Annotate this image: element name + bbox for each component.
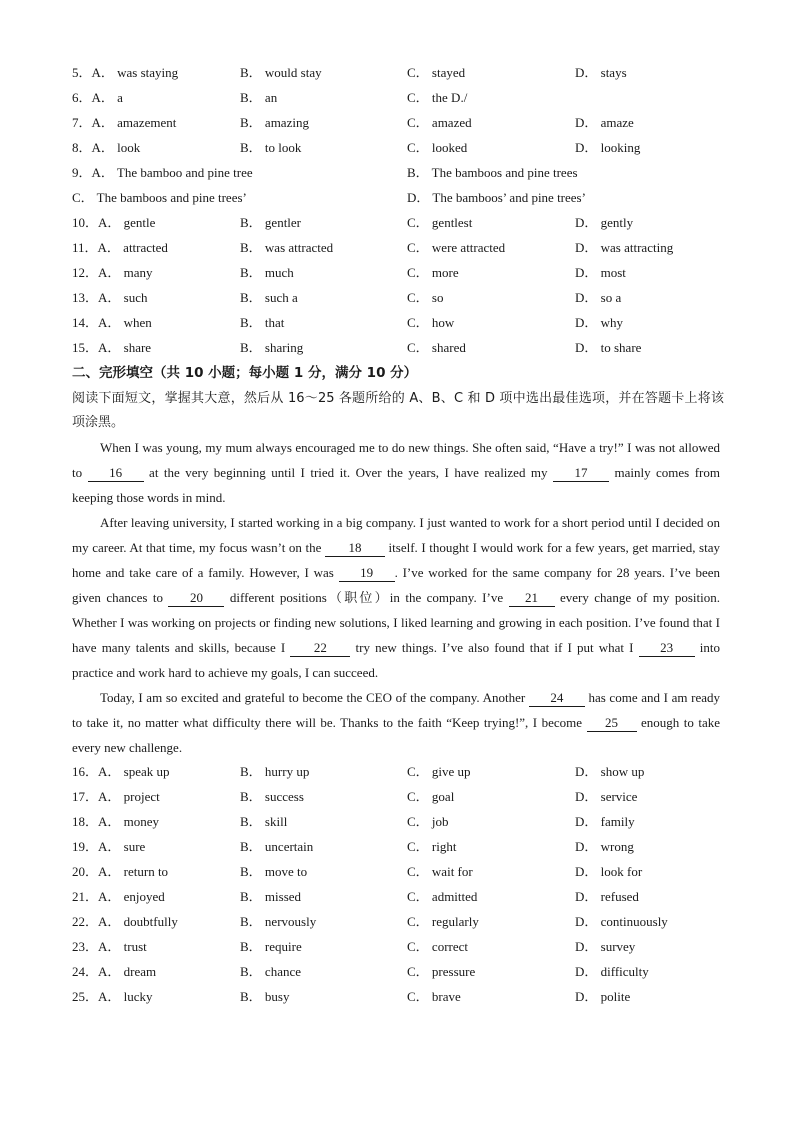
option-a: A． project: [98, 789, 160, 804]
question-row-9a: [72, 163, 732, 183]
option-a: A． share: [98, 340, 152, 355]
option-b: B． chance: [240, 964, 302, 979]
option-c: C． right: [407, 839, 457, 854]
option-d: D． looking: [575, 140, 641, 155]
cloze-passage: [72, 435, 720, 760]
option-d: D． polite: [575, 989, 631, 1004]
question-row-24: [72, 962, 732, 982]
question-row-12: [72, 263, 732, 283]
question-number: 6．: [72, 90, 92, 105]
option-d: D． to share: [575, 340, 642, 355]
question-row-21: [72, 887, 732, 907]
question-number: 14．: [72, 315, 99, 330]
question-row-17: [72, 787, 732, 807]
option-b: B． uncertain: [240, 839, 314, 854]
option-b: B． busy: [240, 989, 290, 1004]
question-row-19: [72, 837, 732, 857]
question-row-18: [72, 812, 732, 832]
question-row-23: [72, 937, 732, 957]
passage-paragraph-3: Today, I am so excited and grateful to become the CEO of the company. Another 24 has come and I am ready to take it, no matter what difficulty there will be. Thanks to the faith “Keep trying!”, I become 25 enough to take every new challenge.: [72, 690, 720, 755]
option-c: C． how: [407, 315, 455, 330]
option-c: C． wait for: [407, 864, 473, 879]
option-b: B． to look: [240, 140, 302, 155]
option-b: B． skill: [240, 814, 288, 829]
option-c: C． pressure: [407, 964, 476, 979]
option-b: B． gentler: [240, 215, 302, 230]
option-b: B． would stay: [240, 65, 322, 80]
blank-21: 21: [509, 589, 555, 607]
option-c: C． shared: [407, 340, 466, 355]
question-number: 8．: [72, 140, 92, 155]
question-row-14: [72, 313, 732, 333]
question-number: 16．: [72, 764, 99, 779]
option-a: A． such: [98, 290, 148, 305]
option-b: B． missed: [240, 889, 302, 904]
option-d: D． gently: [575, 215, 634, 230]
option-d: D． service: [575, 789, 638, 804]
option-c: C． give up: [407, 764, 471, 779]
section-instructions: 阅读下面短文，掌握其大意，然后从 16～25 各题所给的 A、B、C 和 D 项中选出最佳选项，并在答题卡上将该项涂黑。: [72, 391, 724, 430]
option-a: A． attracted: [97, 240, 168, 255]
question-row-16: [72, 762, 732, 782]
question-number: 25．: [72, 989, 99, 1004]
question-row-5: [72, 63, 732, 83]
option-c: C． gentlest: [407, 215, 473, 230]
question-number: 11．: [72, 240, 98, 255]
blank-19: 19: [339, 564, 395, 582]
option-d: D． difficulty: [575, 964, 649, 979]
option-a: A． speak up: [98, 764, 170, 779]
option-c: C． goal: [407, 789, 455, 804]
blank-25: 25: [587, 714, 637, 732]
question-number: 15．: [72, 340, 99, 355]
question-row-13: [72, 288, 732, 308]
question-row-6: [72, 88, 732, 108]
option-d: D． continuously: [575, 914, 668, 929]
option-d: D． The bamboos’ and pine trees’: [407, 190, 586, 205]
option-d: D． wrong: [575, 839, 634, 854]
option-a: A． dream: [98, 964, 157, 979]
option-c: C． job: [407, 814, 449, 829]
question-number: 5．: [72, 65, 92, 80]
option-c: C． brave: [407, 989, 461, 1004]
question-row-8: [72, 138, 732, 158]
option-b: B． that: [240, 315, 285, 330]
passage-paragraph-1: When I was young, my mum always encouraged me to do new things. She often said, “Have a try!” I was not allowed to 16 at the very beginning until I tried it. Over the years, I have realized my 17 mainly comes from keeping those words in mind.: [72, 440, 720, 505]
blank-17: 17: [553, 464, 609, 482]
option-b: B． an: [240, 90, 278, 105]
option-a: A． when: [98, 315, 152, 330]
option-a: A． The bamboo and pine tree: [91, 165, 253, 180]
option-c: C． The bamboos and pine trees’: [72, 190, 247, 205]
question-row-20: [72, 862, 732, 882]
option-d: D． why: [575, 315, 624, 330]
blank-18: 18: [325, 539, 385, 557]
option-a: A． lucky: [98, 989, 153, 1004]
option-a: A． was staying: [91, 65, 179, 80]
option-a: A． a: [91, 90, 123, 105]
option-b: B． move to: [240, 864, 308, 879]
option-b: B． success: [240, 789, 304, 804]
question-number: 24．: [72, 964, 99, 979]
option-a: A． many: [98, 265, 153, 280]
question-row-10: [72, 213, 732, 233]
option-c: C． the D./: [407, 90, 468, 105]
passage-paragraph-2: After leaving university, I started working in a big company. I just wanted to work for a short period until I decided on my career. At that time, my focus wasn’t on the 18 itself. I thought I would work for a few years, get married, stay home and take care of a family. However, I was 19 . I’ve worked for the same company for 28 years. I’ve been given chances to 20 different positions（职位）in the company. I’ve 21 every change of my position. Whether I was working on projects or finding new solutions, I liked learning and growing in each position. I’ve found that I have many talents and skills, because I 22 try new things. I’ve also found that if I put what I 23 into practice and work hard to achieve my goals, I can succeed.: [72, 515, 721, 680]
option-b: B． require: [240, 939, 302, 954]
option-c: C． more: [407, 265, 459, 280]
blank-20: 20: [168, 589, 224, 607]
blank-24: 24: [529, 689, 585, 707]
question-number: 18．: [72, 814, 99, 829]
option-a: A． return to: [98, 864, 169, 879]
option-a: A． look: [91, 140, 141, 155]
option-a: A． gentle: [98, 215, 156, 230]
option-c: C． amazed: [407, 115, 472, 130]
question-number: 21．: [72, 889, 99, 904]
option-c: C． admitted: [407, 889, 478, 904]
option-a: A． sure: [98, 839, 146, 854]
option-c: C． looked: [407, 140, 468, 155]
question-number: 10．: [72, 215, 99, 230]
question-number: 20．: [72, 864, 99, 879]
option-a: A． enjoyed: [98, 889, 165, 904]
option-d: D． survey: [575, 939, 636, 954]
option-c: C． correct: [407, 939, 469, 954]
option-d: D． most: [575, 265, 626, 280]
option-b: B． nervously: [240, 914, 317, 929]
question-row-15: [72, 338, 732, 358]
question-number: 7．: [72, 115, 92, 130]
question-number: 22．: [72, 914, 99, 929]
option-a: A． money: [98, 814, 160, 829]
option-b: B． amazing: [240, 115, 309, 130]
question-row-25: [72, 987, 732, 1007]
option-a: A． amazement: [91, 115, 177, 130]
option-c: C． regularly: [407, 914, 479, 929]
option-d: D． stays: [575, 65, 627, 80]
question-number: 9．: [72, 165, 92, 180]
question-number: 13．: [72, 290, 99, 305]
option-d: D． was attracting: [575, 240, 674, 255]
option-a: A． trust: [98, 939, 147, 954]
option-c: C． were attracted: [407, 240, 506, 255]
question-number: 23．: [72, 939, 99, 954]
option-b: B． much: [240, 265, 294, 280]
section-heading: 二、完形填空（共 10 小题；每小题 1 分，满分 10 分）: [72, 365, 418, 381]
question-number: 17．: [72, 789, 99, 804]
option-b: B． sharing: [240, 340, 304, 355]
option-d: D． family: [575, 814, 635, 829]
option-c: C． stayed: [407, 65, 466, 80]
option-b: B． The bamboos and pine trees: [407, 165, 578, 180]
question-number: 19．: [72, 839, 99, 854]
blank-16: 16: [88, 464, 144, 482]
question-row-7: [72, 113, 732, 133]
question-row-9b: [72, 188, 732, 208]
blank-22: 22: [290, 639, 350, 657]
question-number: 12．: [72, 265, 99, 280]
option-b: B． was attracted: [240, 240, 334, 255]
question-row-22: [72, 912, 732, 932]
question-row-11: [72, 238, 732, 258]
option-b: B． hurry up: [240, 764, 310, 779]
option-d: D． show up: [575, 764, 645, 779]
option-d: D． amaze: [575, 115, 634, 130]
blank-23: 23: [639, 639, 695, 657]
option-c: C． so: [407, 290, 444, 305]
option-d: D． look for: [575, 864, 643, 879]
option-a: A． doubtfully: [98, 914, 178, 929]
option-d: D． refused: [575, 889, 639, 904]
option-b: B． such a: [240, 290, 298, 305]
option-d: D． so a: [575, 290, 622, 305]
